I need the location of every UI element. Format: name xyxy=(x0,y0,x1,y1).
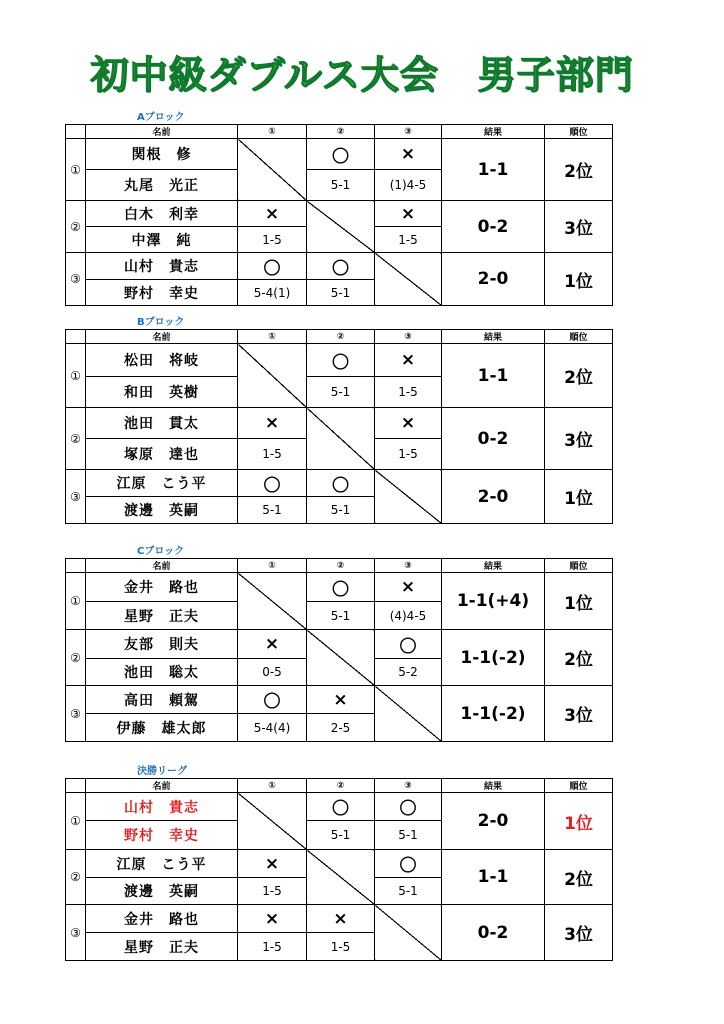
match-mark: 〇 xyxy=(307,253,375,280)
self-match-cell xyxy=(375,253,442,306)
header-c3: ③ xyxy=(375,779,442,793)
header-c1: ① xyxy=(238,779,307,793)
team-row xyxy=(66,850,613,878)
match-score: (4)4-5 xyxy=(375,602,442,630)
match-score: 5-1 xyxy=(307,170,375,201)
player-name: 山村 貴志 xyxy=(86,253,238,280)
result-table xyxy=(65,124,613,306)
block-label: Aブロック xyxy=(137,112,185,123)
header-name: 名前 xyxy=(86,330,238,344)
header-name: 名前 xyxy=(86,779,238,793)
team-result: 0-2 xyxy=(442,408,545,470)
match-score: 1-5 xyxy=(375,439,442,470)
match-score: 0-5 xyxy=(238,659,307,686)
header-result: 結果 xyxy=(442,559,545,573)
team-number: ① xyxy=(66,139,86,201)
player-name: 高田 頼駕 xyxy=(86,686,238,714)
match-mark: 〇 xyxy=(307,344,375,377)
match-mark: × xyxy=(307,686,375,714)
match-mark: × xyxy=(375,344,442,377)
team-rank: 1位 xyxy=(545,470,613,524)
team-result: 1-1(+4) xyxy=(442,573,545,630)
team-result: 2-0 xyxy=(442,793,545,850)
header-c1: ① xyxy=(238,330,307,344)
header-c2: ② xyxy=(307,779,375,793)
block-3 xyxy=(65,546,612,742)
match-mark: 〇 xyxy=(307,139,375,170)
result-table xyxy=(65,558,613,742)
match-mark: × xyxy=(375,408,442,439)
header-c2: ② xyxy=(307,125,375,139)
header-row xyxy=(66,125,613,139)
self-match-cell xyxy=(238,793,307,850)
match-score: 2-5 xyxy=(307,714,375,742)
match-mark: 〇 xyxy=(375,630,442,659)
team-row xyxy=(66,630,613,659)
match-mark: 〇 xyxy=(238,686,307,714)
header-c3: ③ xyxy=(375,125,442,139)
team-number: ② xyxy=(66,408,86,470)
player-name: 池田 聡太 xyxy=(86,659,238,686)
team-number: ① xyxy=(66,793,86,850)
player-name: 江原 こう平 xyxy=(86,850,238,878)
match-mark: 〇 xyxy=(238,470,307,497)
header-result: 結果 xyxy=(442,125,545,139)
self-match-cell xyxy=(238,139,307,201)
match-score: 1-5 xyxy=(307,933,375,961)
match-score: 5-4(1) xyxy=(238,280,307,306)
team-result: 1-1 xyxy=(442,139,545,201)
player-name: 友部 則夫 xyxy=(86,630,238,659)
match-score: 5-2 xyxy=(375,659,442,686)
match-score: 1-5 xyxy=(238,227,307,253)
player-name: 丸尾 光正 xyxy=(86,170,238,201)
result-table xyxy=(65,329,613,524)
header-c2: ② xyxy=(307,559,375,573)
match-score: 1-5 xyxy=(238,933,307,961)
match-score: 5-1 xyxy=(307,280,375,306)
team-rank: 3位 xyxy=(545,905,613,961)
player-name: 山村 貴志 xyxy=(86,793,238,821)
team-rank: 3位 xyxy=(545,408,613,470)
team-number: ② xyxy=(66,850,86,905)
team-row xyxy=(66,686,613,714)
header-rank: 順位 xyxy=(545,779,613,793)
team-result: 0-2 xyxy=(442,905,545,961)
team-number: ② xyxy=(66,201,86,253)
player-name: 和田 英樹 xyxy=(86,377,238,408)
team-result: 0-2 xyxy=(442,201,545,253)
self-match-cell xyxy=(375,686,442,742)
header-c2: ② xyxy=(307,330,375,344)
block-label: Bブロック xyxy=(137,317,185,328)
header-rank: 順位 xyxy=(545,125,613,139)
self-match-cell xyxy=(238,573,307,630)
team-row xyxy=(66,344,613,377)
team-number: ② xyxy=(66,630,86,686)
team-rank: 2位 xyxy=(545,344,613,408)
team-number: ① xyxy=(66,344,86,408)
team-rank: 3位 xyxy=(545,201,613,253)
player-name: 金井 路也 xyxy=(86,905,238,933)
player-name: 関根 修 xyxy=(86,139,238,170)
match-mark: 〇 xyxy=(375,850,442,878)
team-rank: 1位 xyxy=(545,793,613,850)
self-match-cell xyxy=(307,201,375,253)
header-name: 名前 xyxy=(86,559,238,573)
match-score: 5-1 xyxy=(307,377,375,408)
block-label: 決勝リーグ xyxy=(137,766,187,777)
team-result: 1-1 xyxy=(442,344,545,408)
header-row xyxy=(66,559,613,573)
team-number: ③ xyxy=(66,686,86,742)
self-match-cell xyxy=(307,850,375,905)
self-match-cell xyxy=(375,470,442,524)
team-result: 1-1(-2) xyxy=(442,630,545,686)
header-row xyxy=(66,330,613,344)
match-mark: 〇 xyxy=(307,793,375,821)
block-1 xyxy=(65,112,612,306)
team-row xyxy=(66,201,613,227)
team-rank: 3位 xyxy=(545,686,613,742)
player-name: 星野 正夫 xyxy=(86,933,238,961)
player-name: 星野 正夫 xyxy=(86,602,238,630)
header-blank xyxy=(66,330,86,344)
header-blank xyxy=(66,125,86,139)
team-rank: 2位 xyxy=(545,630,613,686)
team-row xyxy=(66,793,613,821)
team-result: 2-0 xyxy=(442,253,545,306)
team-result: 1-1(-2) xyxy=(442,686,545,742)
header-c1: ① xyxy=(238,125,307,139)
match-score: 5-1 xyxy=(375,821,442,850)
header-c3: ③ xyxy=(375,330,442,344)
team-row xyxy=(66,470,613,497)
team-number: ③ xyxy=(66,253,86,306)
match-mark: × xyxy=(238,630,307,659)
player-name: 野村 幸史 xyxy=(86,280,238,306)
team-rank: 1位 xyxy=(545,253,613,306)
player-name: 中澤 純 xyxy=(86,227,238,253)
team-row xyxy=(66,408,613,439)
header-name: 名前 xyxy=(86,125,238,139)
player-name: 渡邊 英嗣 xyxy=(86,878,238,905)
player-name: 池田 貫太 xyxy=(86,408,238,439)
team-row xyxy=(66,139,613,170)
header-c3: ③ xyxy=(375,559,442,573)
match-score: 5-1 xyxy=(238,497,307,524)
match-mark: 〇 xyxy=(307,573,375,602)
match-mark: × xyxy=(238,201,307,227)
match-mark: × xyxy=(375,139,442,170)
match-score: 5-1 xyxy=(375,878,442,905)
team-number: ③ xyxy=(66,470,86,524)
self-match-cell xyxy=(307,408,375,470)
match-score: 5-1 xyxy=(307,497,375,524)
match-mark: × xyxy=(375,573,442,602)
match-mark: × xyxy=(375,201,442,227)
player-name: 白木 利幸 xyxy=(86,201,238,227)
match-mark: × xyxy=(238,905,307,933)
self-match-cell xyxy=(238,344,307,408)
match-score: 1-5 xyxy=(375,377,442,408)
header-result: 結果 xyxy=(442,330,545,344)
match-score: 1-5 xyxy=(238,439,307,470)
player-name: 江原 こう平 xyxy=(86,470,238,497)
team-rank: 2位 xyxy=(545,139,613,201)
match-score: (1)4-5 xyxy=(375,170,442,201)
result-table xyxy=(65,778,613,961)
team-result: 1-1 xyxy=(442,850,545,905)
header-result: 結果 xyxy=(442,779,545,793)
team-row xyxy=(66,573,613,602)
match-mark: × xyxy=(238,408,307,439)
self-match-cell xyxy=(375,905,442,961)
team-rank: 1位 xyxy=(545,573,613,630)
player-name: 塚原 達也 xyxy=(86,439,238,470)
match-mark: × xyxy=(238,850,307,878)
header-c1: ① xyxy=(238,559,307,573)
player-name: 渡邊 英嗣 xyxy=(86,497,238,524)
team-number: ③ xyxy=(66,905,86,961)
player-name: 金井 路也 xyxy=(86,573,238,602)
match-score: 5-4(4) xyxy=(238,714,307,742)
block-4 xyxy=(65,766,612,961)
match-score: 5-1 xyxy=(307,821,375,850)
header-rank: 順位 xyxy=(545,559,613,573)
team-row xyxy=(66,253,613,280)
player-name: 野村 幸史 xyxy=(86,821,238,850)
block-label: Cブロック xyxy=(137,546,185,557)
player-name: 松田 将岐 xyxy=(86,344,238,377)
page-title: 初中級ダブルス大会 男子部門 xyxy=(90,53,634,97)
header-blank xyxy=(66,559,86,573)
match-score: 5-1 xyxy=(307,602,375,630)
header-row xyxy=(66,779,613,793)
header-blank xyxy=(66,779,86,793)
self-match-cell xyxy=(307,630,375,686)
block-2 xyxy=(65,317,612,524)
team-result: 2-0 xyxy=(442,470,545,524)
match-mark: 〇 xyxy=(307,470,375,497)
team-number: ① xyxy=(66,573,86,630)
team-row xyxy=(66,905,613,933)
match-score: 1-5 xyxy=(238,878,307,905)
match-mark: 〇 xyxy=(238,253,307,280)
team-rank: 2位 xyxy=(545,850,613,905)
match-score: 1-5 xyxy=(375,227,442,253)
match-mark: 〇 xyxy=(375,793,442,821)
player-name: 伊藤 雄太郎 xyxy=(86,714,238,742)
header-rank: 順位 xyxy=(545,330,613,344)
match-mark: × xyxy=(307,905,375,933)
